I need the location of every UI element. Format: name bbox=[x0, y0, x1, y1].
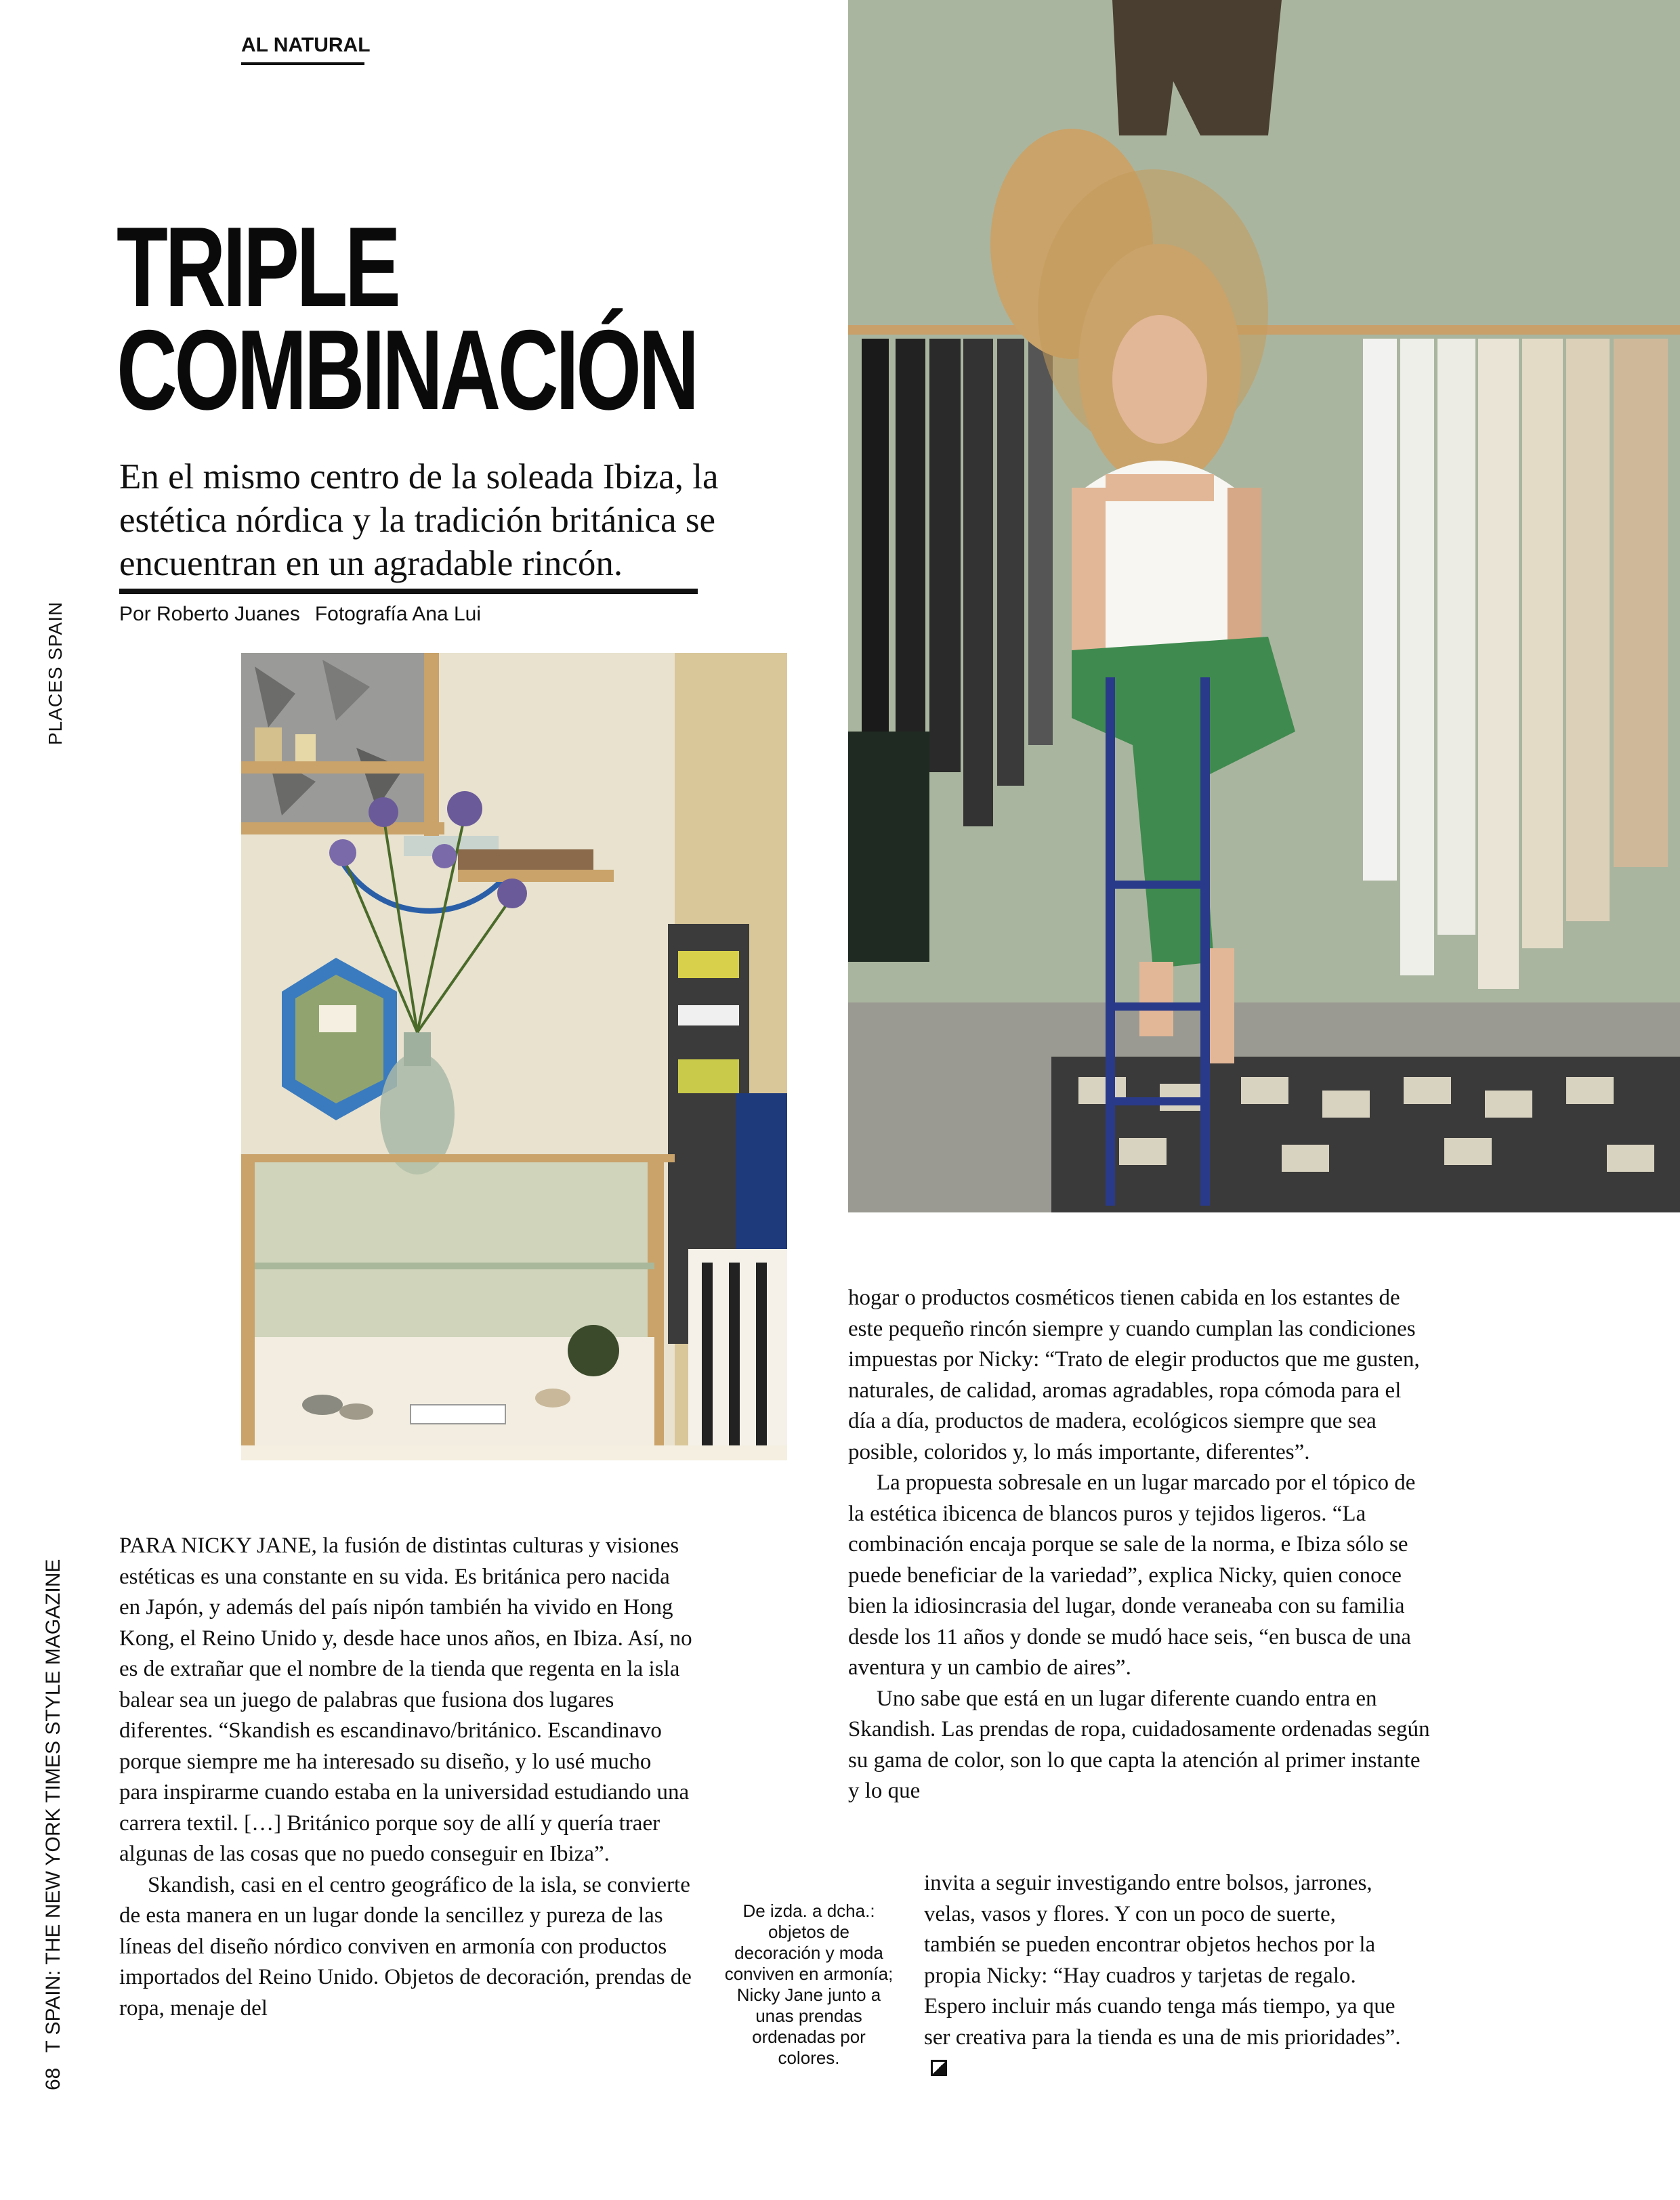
article-dek: En el mismo centro de la soleada Ibiza, la estética nórdica y la tradición británica se encuentran en un agradable rincón. bbox=[119, 457, 719, 583]
shop-shelf-illustration bbox=[241, 653, 787, 1460]
portrait-photo bbox=[848, 0, 1680, 1212]
dek-rule bbox=[119, 589, 698, 594]
title-line-2: COMBINACIÓN bbox=[117, 306, 696, 433]
byline-photographer: Fotografía Ana Lui bbox=[314, 603, 481, 625]
article-column-3 bbox=[924, 1868, 1406, 2084]
sidebar-folio bbox=[42, 1559, 65, 2090]
shop-shelf-photo bbox=[241, 653, 787, 1460]
end-of-article-icon bbox=[931, 2060, 947, 2076]
col2-paragraph-2: La propuesta sobresale en un lugar marcado por el tópico de la estética ibicenca de blancos puros y tejidos ligeros. “La combinación encaja porque se sale de la norma, e Ibiza sólo se puede beneficiar de la variedad”, explica Nicky, quien conoce bien la idiosincrasia del lugar, donde veraneaba con su familia desde los 11 años y donde se mudó hace seis, “en busca de una aventura y un cambio de aires”. bbox=[848, 1471, 1416, 1680]
col1-paragraph-1: PARA NICKY JANE, la fusión de distintas culturas y visiones estéticas es una constante en su vida. Es británica pero nacida en Japón, y además del país nipón también ha vivido en Hong Kong, el Reino Unido y, desde hace unos años, en Ibiza. Así, no es de extrañar que el nombre de la tienda que regenta en la isla balear sea un juego de palabras que fusiona dos lugares diferentes. “Skandish es escandinavo/británico. Escandinavo porque siempre me ha interesado su diseño, y lo usé mucho para inspirarme cuando estaba en la universidad estudiando una carrera textil. […] Británico porque soy de allí y quería traer algunas de las cosas que no puedo conseguir en Ibiza”. bbox=[119, 1533, 692, 1866]
page-number: 68 bbox=[42, 2067, 64, 2090]
article-title bbox=[117, 203, 696, 433]
col2-paragraph-3: Uno sabe que está en un lugar diferente cuando entra en Skandish. Las prendas de ropa, cuidadosamente ordenadas según su gama de color, son lo que capta la atención al primer instante y lo que bbox=[848, 1686, 1430, 1803]
col3-text: invita a seguir investigando entre bolsos, jarrones, velas, vasos y flores. Y con un poco de suerte, también se pueden encontrar objetos hechos por la propia Nicky: “Hay cuadros y tarjetas de regalo. Espero incluir más cuando tenga más tiempo, ya que ser creativa para la tienda es una de mis prioridades”. bbox=[924, 1871, 1401, 2050]
article-column-1 bbox=[119, 1531, 695, 2024]
byline bbox=[119, 603, 481, 626]
col1-paragraph-2: Skandish, casi en el centro geográfico de la isla, se convierte de esta manera en un lugar donde la sencillez y pureza de las líneas del diseño nórdico conviven en armonía con productos importados del Reino Unido. Objetos de decoración, prendas de ropa, menaje del bbox=[119, 1872, 692, 2021]
section-underline bbox=[241, 62, 364, 65]
col3-paragraph bbox=[924, 1868, 1406, 2084]
section-label: AL NATURAL bbox=[241, 34, 371, 56]
col2-paragraph-1: hogar o productos cosméticos tienen cabida en los estantes de este pequeño rincón siempre y cuando cumplan las condiciones impuestas por Nicky: “Trato de elegir productos que me gusten, naturales, de calidad, aromas agradables, ropa cómoda para el día a día, productos de madera, ecológicos siempre que sea posible, coloridos y, lo más importante, diferentes”. bbox=[848, 1286, 1420, 1464]
sidebar-places-label: PLACES SPAIN bbox=[45, 601, 66, 745]
byline-author: Por Roberto Juanes bbox=[119, 603, 300, 625]
title-line-1: TRIPLE bbox=[117, 203, 398, 331]
magazine-name: T SPAIN: THE NEW YORK TIMES STYLE MAGAZINE bbox=[42, 1559, 64, 2053]
portrait-illustration bbox=[848, 0, 1680, 1212]
photo-caption: De izda. a dcha.: objetos de decoración y moda conviven en armonía; Nicky Jane junto a unas prendas ordenadas por colores. bbox=[724, 1901, 894, 2068]
article-column-2 bbox=[848, 1283, 1431, 1807]
